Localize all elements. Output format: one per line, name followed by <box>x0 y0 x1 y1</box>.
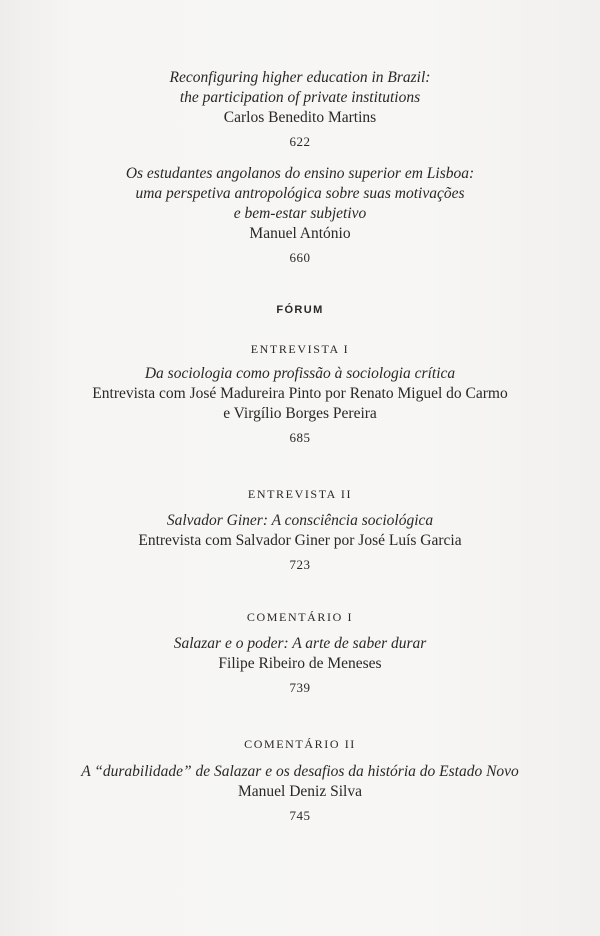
section-heading-comentario-2: COMENTÁRIO II <box>244 737 356 751</box>
section-heading-entrevista-1: ENTREVISTA I <box>250 342 350 356</box>
entry-title: uma perspetiva antropológica sobre suas motivações <box>135 185 465 202</box>
entry-author: Carlos Benedito Martins <box>223 109 377 126</box>
toc-entry <box>0 68 600 152</box>
entry-title: Os estudantes angolanos do ensino superior em Lisboa: <box>125 165 475 182</box>
section-heading-entrevista-2: ENTREVISTA II <box>247 487 353 501</box>
entry-page-number: 723 <box>289 557 311 572</box>
entry-page-number: 745 <box>289 808 311 823</box>
section-heading-comentario-1: COMENTÁRIO I <box>246 610 354 624</box>
entry-author: Manuel Deniz Silva <box>238 783 362 800</box>
toc-entry <box>0 634 600 698</box>
toc-entry <box>0 364 600 448</box>
entry-author: Entrevista com Salvador Giner por José Luís Garcia <box>138 532 462 549</box>
entry-title: e bem-estar subjetivo <box>233 205 367 222</box>
entry-author: e Virgílio Borges Pereira <box>223 405 377 422</box>
entry-title: Reconfiguring higher education in Brazil: <box>169 69 431 86</box>
entry-title: Salvador Giner: A consciência sociológica <box>166 512 434 529</box>
section-heading-forum: FÓRUM <box>276 304 324 316</box>
entry-page-number: 660 <box>289 250 311 265</box>
entry-author: Filipe Ribeiro de Meneses <box>218 655 382 672</box>
entry-author: Entrevista com José Madureira Pinto por Renato Miguel do Carmo <box>92 385 508 402</box>
toc-entry <box>0 511 600 575</box>
entry-title: Da sociologia como profissão à sociologia crítica <box>144 365 456 382</box>
toc-entry <box>0 762 600 826</box>
toc-entry <box>0 164 600 268</box>
entry-page-number: 739 <box>289 680 311 695</box>
entry-page-number: 622 <box>289 134 311 149</box>
entry-title: A “durabilidade” de Salazar e os desafios da história do Estado Novo <box>81 763 519 780</box>
entry-title: the participation of private institutions <box>179 89 421 106</box>
entry-author: Manuel António <box>249 225 351 242</box>
entry-title: Salazar e o poder: A arte de saber durar <box>173 635 427 652</box>
entry-page-number: 685 <box>289 430 311 445</box>
